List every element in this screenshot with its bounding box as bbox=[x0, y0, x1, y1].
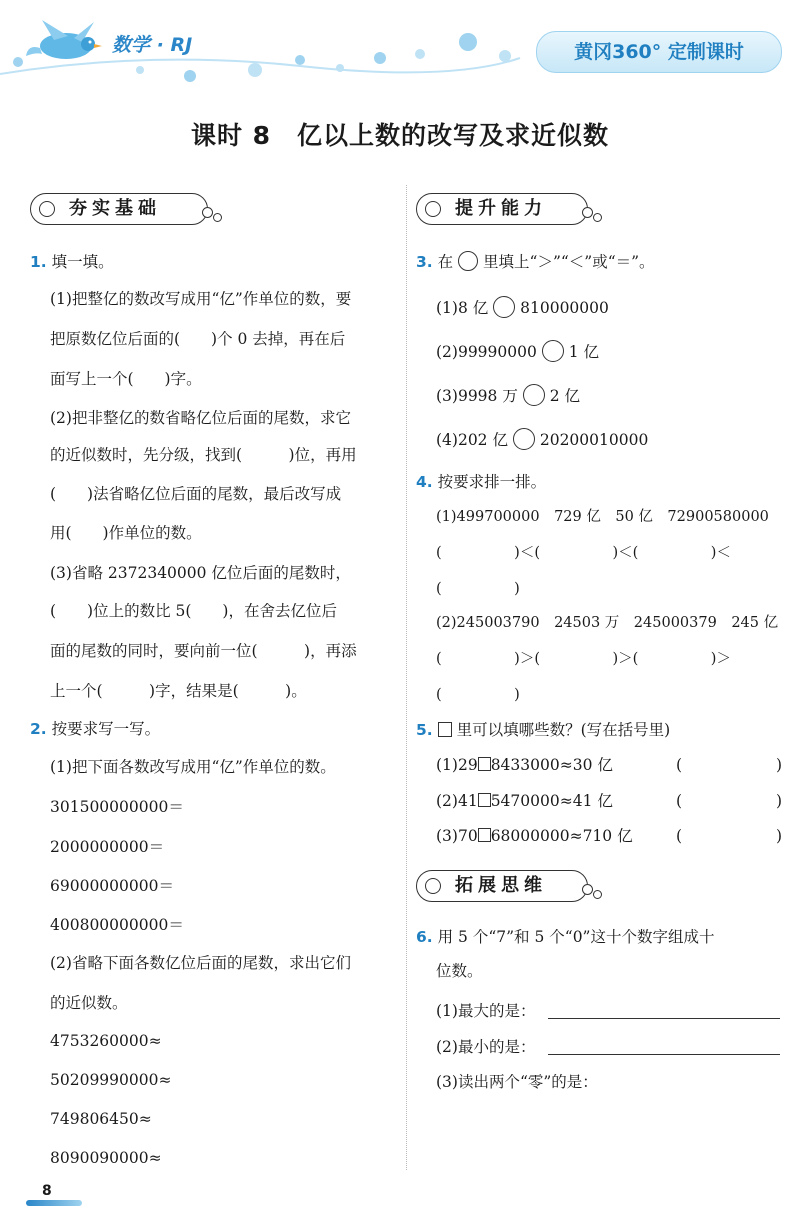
answer-paren-open: ( bbox=[676, 756, 683, 774]
q4-line: ( ) bbox=[436, 581, 520, 597]
q2-line: 400800000000＝ bbox=[50, 916, 184, 934]
page-title: 课时 8 亿以上数的改写及求近似数 bbox=[190, 121, 610, 150]
q3-left-value: (4)202 亿 bbox=[436, 431, 508, 449]
compare-circle-icon bbox=[513, 428, 535, 450]
question-2-title bbox=[30, 718, 160, 740]
q5-number-left: (1)29 bbox=[436, 756, 478, 774]
q5-item bbox=[436, 790, 613, 812]
q1-line: (3)省略 2372340000 亿位后面的尾数时， bbox=[50, 564, 351, 582]
q5-number-left: (2)41 bbox=[436, 792, 478, 810]
column-divider bbox=[406, 185, 407, 1170]
question-6-title bbox=[416, 926, 714, 948]
blank-box-icon bbox=[478, 828, 491, 842]
q6-line: (3)读出两个“零”的是： bbox=[436, 1073, 598, 1091]
section-banner-improve bbox=[416, 193, 616, 227]
answer-paren-close: ) bbox=[776, 756, 783, 774]
q1-line: 面的尾数的同时，要向前一位( )，再添 bbox=[50, 642, 357, 660]
bubble-icon bbox=[582, 884, 593, 895]
answer-paren-close: ) bbox=[776, 792, 783, 810]
question-number: 2. bbox=[30, 720, 47, 738]
subject-label: 数学 · RJ bbox=[112, 34, 193, 56]
q3-item bbox=[436, 296, 609, 319]
q5-number-right: 68000000≈710 亿 bbox=[490, 827, 633, 845]
q6-line: (2)最小的是： bbox=[436, 1038, 536, 1056]
q1-line: 上一个( )字，结果是( )。 bbox=[50, 682, 307, 700]
question-text: 在 bbox=[437, 253, 454, 271]
question-number: 4. bbox=[416, 473, 433, 491]
blank-box-icon bbox=[438, 722, 452, 737]
answer-paren-open: ( bbox=[676, 827, 683, 845]
question-text: 按要求排一排。 bbox=[437, 473, 547, 491]
q3-right-value: 20200010000 bbox=[539, 431, 649, 449]
section-banner-expand bbox=[416, 870, 616, 904]
banner-pill bbox=[416, 870, 588, 902]
q1-line: (1)把整亿的数改写成用“亿”作单位的数，要 bbox=[50, 290, 352, 308]
compare-circle-icon bbox=[523, 384, 545, 406]
q3-left-value: (3)9998 万 bbox=[436, 387, 518, 405]
q3-right-value: 2 亿 bbox=[549, 387, 581, 405]
banner-ring-icon bbox=[425, 878, 441, 894]
q1-line: ( )法省略亿位后面的尾数，最后改写成 bbox=[50, 485, 342, 503]
q3-right-value: 810000000 bbox=[520, 299, 609, 317]
compare-circle-icon bbox=[542, 340, 564, 362]
brand-badge: 黄冈360° 定制课时 bbox=[536, 31, 782, 73]
question-number: 3. bbox=[416, 253, 433, 271]
question-5-title bbox=[416, 719, 670, 741]
banner-pill bbox=[30, 193, 208, 225]
q5-item bbox=[436, 825, 633, 847]
q1-line: 的近似数时，先分级，找到( )位，再用 bbox=[50, 446, 357, 464]
banner-ring-icon bbox=[39, 201, 55, 217]
q6-line: 位数。 bbox=[436, 962, 483, 980]
q3-left-value: (2)99990000 bbox=[436, 343, 537, 361]
q4-line: ( )＞( )＞( )＞ bbox=[436, 651, 731, 667]
q2-line: 749806450≈ bbox=[50, 1110, 152, 1128]
q1-line: (2)把非整亿的数省略亿位后面的尾数，求它 bbox=[50, 409, 351, 427]
q2-line: (2)省略下面各数亿位后面的尾数，求出它们 bbox=[50, 954, 351, 972]
bubble-icon bbox=[593, 213, 602, 222]
q5-number-right: 5470000≈41 亿 bbox=[490, 792, 613, 810]
q1-line: ( )位上的数比 5( )，在舍去亿位后 bbox=[50, 602, 337, 620]
section-title: 提升能力 bbox=[455, 198, 547, 219]
q3-item bbox=[436, 340, 599, 363]
bird-logo-icon bbox=[24, 18, 104, 70]
blank-box-icon bbox=[478, 757, 491, 771]
q1-line: 用( )作单位的数。 bbox=[50, 524, 202, 542]
footer-decoration bbox=[26, 1200, 82, 1206]
q5-number-right: 8433000≈30 亿 bbox=[490, 756, 613, 774]
question-text: 用 5 个“7”和 5 个“0”这十个数字组成十 bbox=[437, 928, 715, 946]
question-text: 填一填。 bbox=[51, 253, 114, 271]
answer-paren-close: ) bbox=[776, 827, 783, 845]
q2-line: 301500000000＝ bbox=[50, 798, 184, 816]
bubble-icon bbox=[582, 207, 593, 218]
q5-item bbox=[436, 754, 613, 776]
q4-line: ( ) bbox=[436, 687, 520, 703]
page-header bbox=[0, 0, 800, 110]
section-banner-basic bbox=[30, 193, 230, 227]
q3-item bbox=[436, 384, 580, 407]
question-text: 里填上“＞”“＜”或“＝”。 bbox=[483, 253, 655, 271]
q4-line: ( )＜( )＜( )＜ bbox=[436, 545, 731, 561]
q3-right-value: 1 亿 bbox=[568, 343, 600, 361]
answer-line bbox=[548, 1054, 780, 1055]
compare-circle-icon bbox=[493, 296, 515, 318]
bubble-icon bbox=[202, 207, 213, 218]
q3-left-value: (1)8 亿 bbox=[436, 299, 489, 317]
q2-line: 的近似数。 bbox=[50, 994, 128, 1012]
compare-circle-icon bbox=[458, 251, 478, 271]
bubble-icon bbox=[213, 213, 222, 222]
question-text: 里可以填哪些数？(写在括号里) bbox=[456, 721, 671, 739]
q3-item bbox=[436, 428, 648, 451]
question-text: 按要求写一写。 bbox=[51, 720, 161, 738]
banner-pill bbox=[416, 193, 588, 225]
answer-line bbox=[548, 1018, 780, 1019]
q1-line: 把原数亿位后面的( )个 0 去掉，再在后 bbox=[50, 330, 346, 348]
question-4-title bbox=[416, 471, 546, 493]
bubble-icon bbox=[593, 890, 602, 899]
q2-line: (1)把下面各数改写成用“亿”作单位的数。 bbox=[50, 758, 336, 776]
q2-line: 8090090000≈ bbox=[50, 1149, 162, 1167]
q4-line: (2)245003790 24503 万 245000379 245 亿 bbox=[436, 615, 779, 631]
question-number: 5. bbox=[416, 721, 433, 739]
q5-number-left: (3)70 bbox=[436, 827, 478, 845]
question-number: 6. bbox=[416, 928, 433, 946]
answer-paren-open: ( bbox=[676, 792, 683, 810]
question-1-title bbox=[30, 251, 114, 273]
section-title: 夯实基础 bbox=[69, 198, 161, 219]
banner-ring-icon bbox=[425, 201, 441, 217]
page-number: 8 bbox=[42, 1183, 52, 1199]
q2-line: 4753260000≈ bbox=[50, 1032, 162, 1050]
q2-line: 50209990000≈ bbox=[50, 1071, 172, 1089]
question-number: 1. bbox=[30, 253, 47, 271]
q4-line: (1)499700000 729 亿 50 亿 72900580000 bbox=[436, 509, 769, 525]
q2-line: 69000000000＝ bbox=[50, 877, 174, 895]
q1-line: 面写上一个( )字。 bbox=[50, 370, 202, 388]
blank-box-icon bbox=[478, 793, 491, 807]
section-title: 拓展思维 bbox=[455, 875, 547, 896]
q6-line: (1)最大的是： bbox=[436, 1002, 536, 1020]
question-3-title bbox=[416, 251, 655, 273]
q2-line: 2000000000＝ bbox=[50, 838, 165, 856]
